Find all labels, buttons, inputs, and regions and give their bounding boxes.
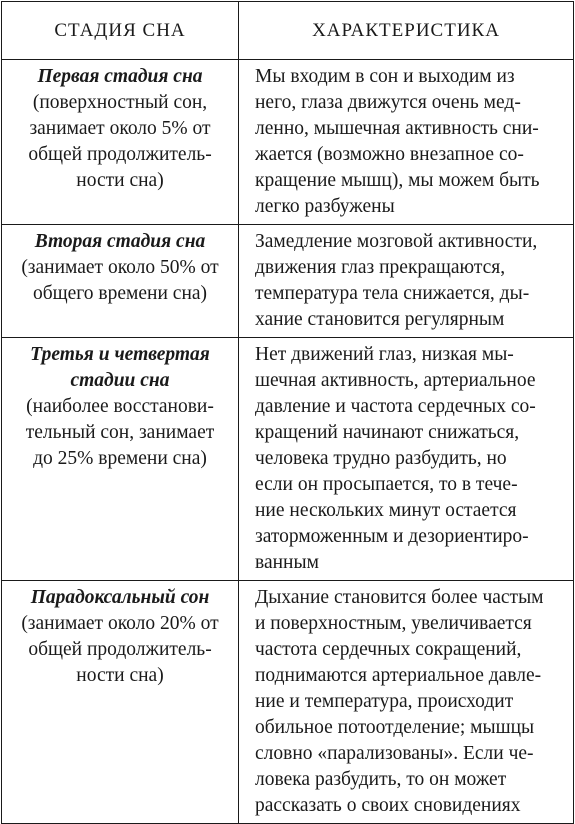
stage-note: (занимает около 20% от xyxy=(21,613,219,634)
characteristic-line: хание становится регулярным xyxy=(255,309,505,330)
characteristic-line: заторможенным и дезориентиро- xyxy=(255,526,529,547)
characteristic-line: кращений начинают снижаться, xyxy=(255,422,520,443)
characteristic-line: поднимаются артериальное давле- xyxy=(255,665,542,686)
stage-note: (поверхностный сон, xyxy=(32,92,208,113)
characteristic-line: словно «парализованы». Если че- xyxy=(255,743,534,764)
characteristic-line: легко разбужены xyxy=(255,196,395,217)
characteristic-cell xyxy=(239,225,574,338)
stage-name: Парадоксальный сон xyxy=(30,587,210,608)
stage-name: Первая стадия сна xyxy=(37,66,203,87)
characteristic-line: обильное потоотделение; мышцы xyxy=(255,717,535,738)
sleep-stages-table xyxy=(1,1,574,824)
characteristic-line: ванным xyxy=(255,552,319,573)
stage-note: (занимает около 50% от xyxy=(21,257,219,278)
header-stage: СТАДИЯ СНА xyxy=(2,2,239,60)
characteristic-line: ловека разбудить, то он может xyxy=(255,769,507,790)
stage-note: до 25% времени сна) xyxy=(33,448,207,469)
characteristic-line: Мы входим в сон и выходим из xyxy=(255,66,515,87)
stage-name: стадии сна xyxy=(70,370,170,391)
characteristic-line: человека трудно разбудить, но xyxy=(255,448,507,469)
stage-note: (наиболее восстанови- xyxy=(26,396,214,417)
characteristic-line: кращение мышц), мы можем быть xyxy=(255,170,540,191)
table-row xyxy=(2,581,574,824)
characteristic-line: Дыхание становится более частым xyxy=(255,587,544,608)
characteristic-line: него, глаза движутся очень мед- xyxy=(255,92,521,113)
characteristic-cell xyxy=(239,338,574,581)
stage-cell xyxy=(2,338,239,581)
characteristic-line: частота сердечных сокращений, xyxy=(255,639,522,660)
characteristic-line: давление и частота сердечных со- xyxy=(255,396,536,417)
characteristic-line: жается (возможно внезапное со- xyxy=(255,144,524,165)
characteristic-line: движения глаз прекращаются, xyxy=(255,257,506,278)
stage-note: общей продолжитель- xyxy=(28,144,212,165)
characteristic-line: если он просыпается, то в тече- xyxy=(255,474,518,495)
header-characteristic: ХАРАКТЕРИСТИКА xyxy=(239,2,574,60)
characteristic-line: ние нескольких минут остается xyxy=(255,500,517,521)
stage-note: ности сна) xyxy=(76,665,164,686)
stage-cell xyxy=(2,60,239,225)
characteristic-cell xyxy=(239,581,574,824)
table-row xyxy=(2,225,574,338)
header-row xyxy=(2,2,574,60)
characteristic-line: температура тела снижается, ды- xyxy=(255,283,530,304)
characteristic-line: ние и температура, происходит xyxy=(255,691,514,712)
stage-name: Вторая стадия сна xyxy=(34,231,206,252)
characteristic-line: ленно, мышечная активность сни- xyxy=(255,118,539,139)
characteristic-line: рассказать о своих сновидениях xyxy=(255,795,521,816)
stage-note: занимает около 5% от xyxy=(29,118,211,139)
table-row xyxy=(2,338,574,581)
stage-cell xyxy=(2,225,239,338)
stage-name: Третья и четвертая xyxy=(30,344,210,365)
stage-note: общего времени сна) xyxy=(32,283,208,304)
stage-note: общей продолжитель- xyxy=(28,639,212,660)
characteristic-line: Замедление мозговой активности, xyxy=(255,231,538,252)
stage-cell xyxy=(2,581,239,824)
characteristic-line: и поверхностным, увеличивается xyxy=(255,613,532,634)
characteristic-line: шечная активность, артериальное xyxy=(255,370,536,391)
stage-note: тельный сон, занимает xyxy=(25,422,215,443)
characteristic-line: Нет движений глаз, низкая мы- xyxy=(255,344,514,365)
table-row xyxy=(2,60,574,225)
stage-note: ности сна) xyxy=(76,170,164,191)
characteristic-cell xyxy=(239,60,574,225)
